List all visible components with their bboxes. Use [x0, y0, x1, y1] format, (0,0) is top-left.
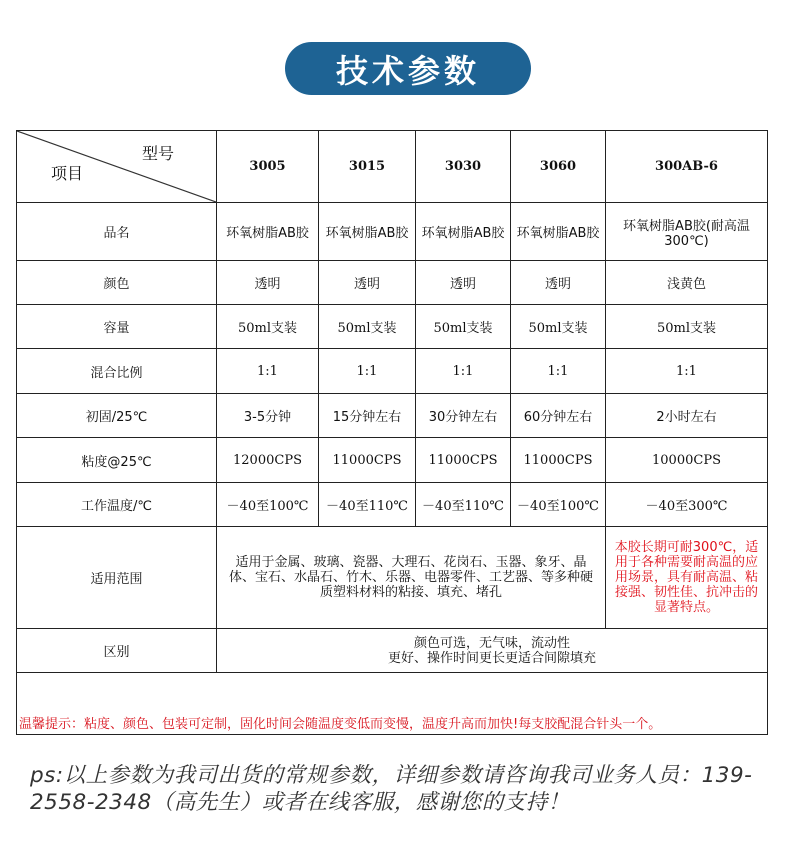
table-cell: －40至100℃ [217, 483, 319, 527]
table-cell: 1:1 [217, 349, 319, 394]
table-cell: 透明 [319, 261, 416, 305]
table-cell: 1:1 [416, 349, 511, 394]
application-row [17, 527, 768, 629]
table-cell: 环氧树脂AB胶 [217, 203, 319, 261]
table-cell: 浅黄色 [606, 261, 768, 305]
table-cell: 1:1 [511, 349, 606, 394]
notice-cell [17, 673, 768, 735]
row-label: 初固/25℃ [17, 394, 217, 438]
footer-note: ps:以上参数为我司出货的常规参数，详细参数请咨询我司业务人员：139-2558-2348（高先生）或者在线客服，感谢您的支持！ [30, 763, 753, 815]
corner-header-cell [17, 131, 217, 203]
application-special-cell: 本胶长期可耐300℃，适用于各种需要耐高温的应用场景，具有耐高温、粘接强、韧性佳、抗冲击的显著特点。 [606, 527, 768, 629]
table-cell: 50ml支装 [606, 305, 768, 349]
model-header: 3005 [217, 131, 319, 203]
table-cell: 30分钟左右 [416, 394, 511, 438]
model-header: 3060 [511, 131, 606, 203]
table-cell: 环氧树脂AB胶 [511, 203, 606, 261]
diagonal-line [17, 131, 216, 202]
table-cell: 1:1 [606, 349, 768, 394]
table-cell: 15分钟左右 [319, 394, 416, 438]
table-cell: 50ml支装 [511, 305, 606, 349]
model-header: 3015 [319, 131, 416, 203]
table-cell: 透明 [217, 261, 319, 305]
table-cell: 透明 [416, 261, 511, 305]
row-label: 工作温度/℃ [17, 483, 217, 527]
table-cell: 透明 [511, 261, 606, 305]
row-label: 容量 [17, 305, 217, 349]
header-row [17, 131, 768, 203]
table-cell: 3-5分钟 [217, 394, 319, 438]
table-row [17, 349, 768, 394]
table-cell: 60分钟左右 [511, 394, 606, 438]
table-row [17, 203, 768, 261]
table-cell: 环氧树脂AB胶 [319, 203, 416, 261]
table-cell: 11000CPS [416, 438, 511, 483]
difference-line-1: 颜色可选，无气味，流动性 [413, 635, 570, 651]
model-axis-label: 型号 [141, 144, 174, 163]
table-cell: 50ml支装 [319, 305, 416, 349]
application-common-cell: 适用于金属、玻璃、瓷器、大理石、花岗石、玉器、象牙、晶体、宝石、水晶石、竹木、乐器、电器零件、工艺器、等多种硬质塑料材料的粘接、填充、堵孔 [217, 527, 606, 629]
row-label: 适用范围 [17, 527, 217, 629]
table-row [17, 305, 768, 349]
table-cell: －40至300℃ [606, 483, 768, 527]
table-cell: 11000CPS [319, 438, 416, 483]
item-axis-label: 项目 [51, 164, 84, 183]
table-row [17, 261, 768, 305]
row-label: 混合比例 [17, 349, 217, 394]
warm-notice: 温馨提示：粘度、颜色、包装可定制，固化时间会随温度变低而变慢，温度升高而加快!每支胶配混合针头一个。 [19, 717, 662, 732]
notice-row [17, 673, 768, 735]
table-cell: 11000CPS [511, 438, 606, 483]
difference-line-2: 更好、操作时间更长更适合间隙填充 [387, 650, 596, 666]
table-cell: 2小时左右 [606, 394, 768, 438]
table-row [17, 483, 768, 527]
table-cell: 50ml支装 [416, 305, 511, 349]
table-row [17, 394, 768, 438]
row-label: 颜色 [17, 261, 217, 305]
table-cell: 环氧树脂AB胶 [416, 203, 511, 261]
row-label: 粘度@25℃ [17, 438, 217, 483]
table-row [17, 438, 768, 483]
difference-cell [217, 629, 768, 673]
table-cell: 1:1 [319, 349, 416, 394]
table-cell: 50ml支装 [217, 305, 319, 349]
table-cell: 环氧树脂AB胶(耐高温300℃) [606, 203, 768, 261]
model-header: 3030 [416, 131, 511, 203]
spec-table [16, 130, 768, 735]
section-title-badge [285, 42, 531, 95]
difference-row [17, 629, 768, 673]
table-cell: －40至100℃ [511, 483, 606, 527]
row-label: 区别 [17, 629, 217, 673]
section-title: 技术参数 [335, 51, 480, 90]
table-cell: 12000CPS [217, 438, 319, 483]
table-cell: 10000CPS [606, 438, 768, 483]
table-cell: －40至110℃ [416, 483, 511, 527]
row-label: 品名 [17, 203, 217, 261]
table-cell: －40至110℃ [319, 483, 416, 527]
model-header: 300AB-6 [606, 131, 768, 203]
